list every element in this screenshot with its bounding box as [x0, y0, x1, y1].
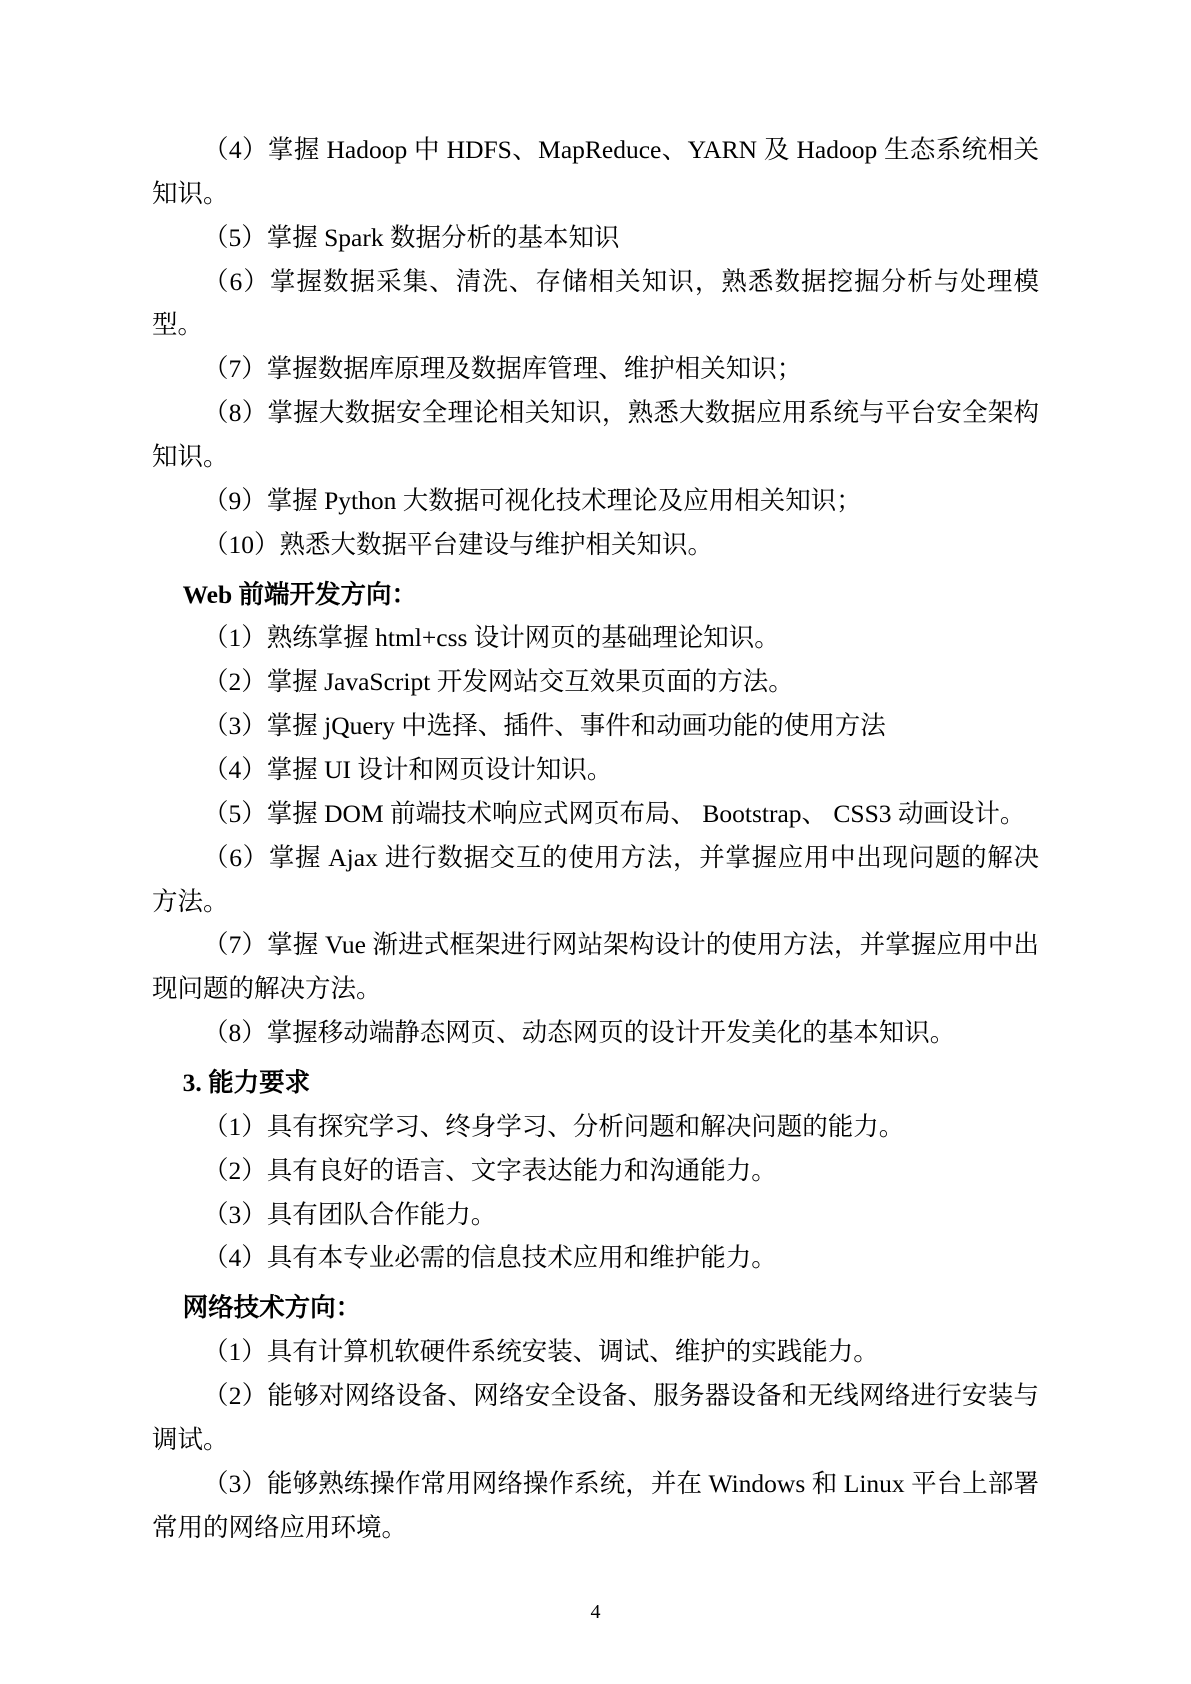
paragraph: （8）掌握移动端静态网页、动态网页的设计开发美化的基本知识。 — [203, 1018, 956, 1048]
paragraph: （6）掌握数据采集、清洗、存储相关知识，熟悉数据挖掘分析与处理模型。 — [152, 266, 1039, 340]
paragraph: （10）熟悉大数据平台建设与维护相关知识。 — [203, 529, 714, 559]
paragraph: （1）具有探究学习、终身学习、分析问题和解决问题的能力。 — [203, 1111, 905, 1141]
page-number: 4 — [590, 1601, 601, 1623]
document-body — [152, 128, 1039, 1550]
paragraph: （4）掌握 Hadoop 中 HDFS、MapReduce、YARN 及 Hadoop 生态系统相关知识。 — [152, 135, 1039, 208]
paragraph: （9）掌握 Python 大数据可视化技术理论及应用相关知识； — [203, 485, 862, 515]
paragraph: （5）掌握 DOM 前端技术响应式网页布局、 Bootstrap、 CSS3 动画设计。 — [203, 798, 1026, 828]
paragraph: （5）掌握 Spark 数据分析的基本知识 — [203, 222, 620, 252]
paragraph: （7）掌握 Vue 渐进式框架进行网站架构设计的使用方法，并掌握应用中出现问题的解决方法。 — [152, 930, 1039, 1004]
paragraph: （1）熟练掌握 html+css 设计网页的基础理论知识。 — [203, 623, 780, 653]
paragraph: （3）掌握 jQuery 中选择、插件、事件和动画功能的使用方法 — [203, 711, 886, 741]
paragraph: （1）具有计算机软硬件系统安装、调试、维护的实践能力。 — [203, 1337, 879, 1367]
paragraph: （4）掌握 UI 设计和网页设计知识。 — [203, 755, 613, 785]
section-heading-network-technology: 网络技术方向： — [182, 1293, 362, 1323]
paragraph: （3）能够熟练操作常用网络操作系统，并在 Windows 和 Linux 平台上部署常用的网络应用环境。 — [152, 1468, 1039, 1542]
paragraph: （8）掌握大数据安全理论相关知识，熟悉大数据应用系统与平台安全架构知识。 — [152, 398, 1039, 472]
paragraph: （7）掌握数据库原理及数据库管理、维护相关知识； — [203, 354, 803, 384]
paragraph: （2）能够对网络设备、网络安全设备、服务器设备和无线网络进行安装与调试。 — [152, 1381, 1039, 1454]
paragraph: （2）掌握 JavaScript 开发网站交互效果页面的方法。 — [203, 667, 794, 697]
paragraph: （6）掌握 Ajax 进行数据交互的使用方法，并掌握应用中出现问题的解决方法。 — [152, 842, 1039, 916]
section-heading-web-frontend: Web 前端开发方向： — [182, 579, 418, 609]
paragraph: （2）具有良好的语言、文字表达能力和沟通能力。 — [203, 1155, 777, 1185]
paragraph: （3）具有团队合作能力。 — [203, 1199, 497, 1229]
paragraph: （4）具有本专业必需的信息技术应用和维护能力。 — [203, 1243, 777, 1273]
section-heading-ability-requirements: 3. 能力要求 — [182, 1068, 311, 1098]
